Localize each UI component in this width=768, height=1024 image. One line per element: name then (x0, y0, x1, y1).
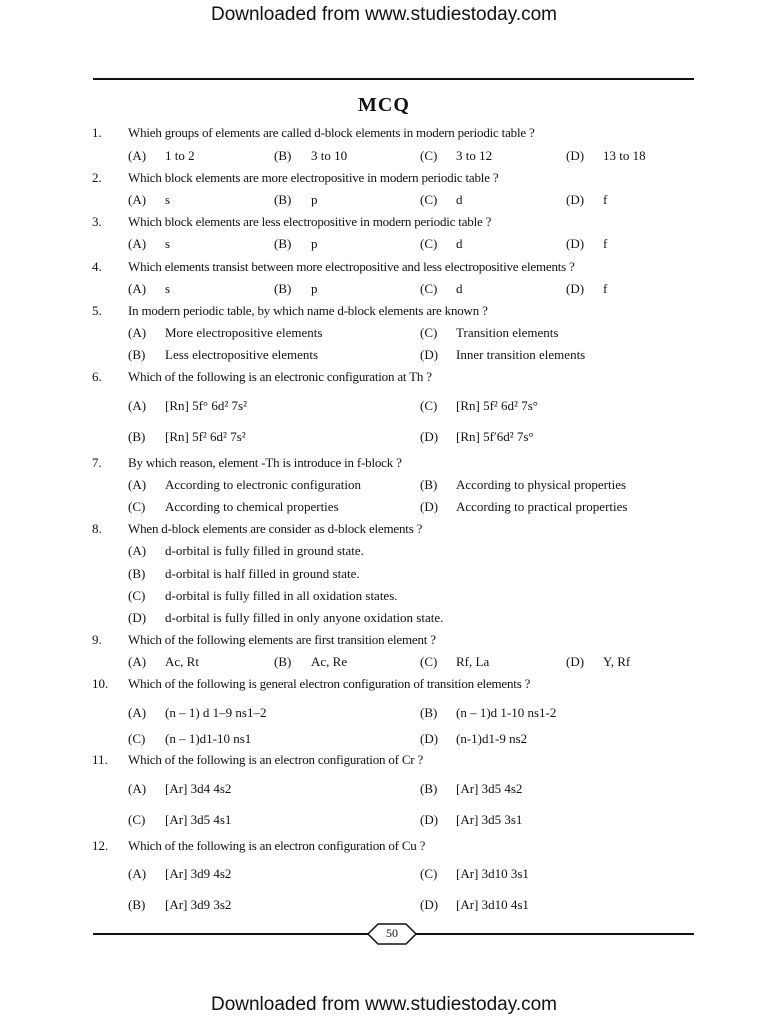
footer-watermark: Downloaded from www.studiestoday.com (210, 994, 558, 1015)
option-text: [Rn] 5f² 6d² 7s° (456, 398, 538, 413)
option-letter: (C) (128, 731, 146, 746)
option-letter: (C) (420, 398, 438, 413)
question-number: 12. (92, 838, 109, 853)
question-number: 11. (92, 752, 108, 767)
option-letter: (A) (128, 148, 147, 163)
option-text: d-orbital is fully filled in ground state. (165, 543, 364, 558)
option-letter: (B) (128, 897, 146, 912)
question-text: Whieh groups of elements are called d-block elements in modern periodic table ? (128, 125, 535, 140)
option-letter: (A) (128, 781, 147, 796)
option-text: p (311, 236, 318, 251)
option-text: [Ar] 3d10 3s1 (456, 866, 529, 881)
question-number: 5. (92, 303, 102, 318)
option-text: d (456, 281, 463, 296)
option-text: More electropositive elements (165, 325, 323, 340)
option-text: [Rn] 5f° 6d² 7s² (165, 398, 247, 413)
option-text: [Ar] 3d10 4s1 (456, 897, 529, 912)
option-text: f (603, 192, 608, 207)
option-letter: (D) (420, 812, 439, 827)
option-text: According to chemical properties (165, 499, 339, 514)
option-letter: (C) (420, 148, 438, 163)
option-letter: (D) (420, 731, 439, 746)
option-letter: (D) (420, 347, 439, 362)
option-text: Inner transition elements (456, 347, 586, 362)
question-text: Which of the following is an electron configuration of Cu ? (128, 838, 426, 853)
option-letter: (B) (274, 192, 292, 207)
option-letter: (C) (420, 236, 438, 251)
option-letter: (A) (128, 236, 147, 251)
question-number: 3. (92, 214, 102, 229)
option-text: [Rn] 5f′6d² 7s° (456, 429, 534, 444)
option-text: 3 to 10 (311, 148, 348, 163)
option-letter: (B) (128, 429, 146, 444)
option-letter: (C) (420, 192, 438, 207)
question-number: 1. (92, 125, 102, 140)
question-number: 10. (92, 676, 109, 691)
option-text: (n – 1)d1-10 ns1 (165, 731, 252, 746)
option-letter: (D) (420, 429, 439, 444)
option-letter: (A) (128, 654, 147, 669)
option-text: s (165, 192, 171, 207)
option-letter: (A) (128, 543, 147, 558)
option-letter: (D) (420, 499, 439, 514)
option-text: p (311, 192, 318, 207)
option-text: [Ar] 3d9 4s2 (165, 866, 232, 881)
option-text: d (456, 192, 463, 207)
option-letter: (B) (128, 347, 146, 362)
question-number: 4. (92, 259, 102, 274)
question-number: 6. (92, 369, 102, 384)
option-text: [Ar] 3d4 4s2 (165, 781, 232, 796)
option-text: d-orbital is half filled in ground state. (165, 566, 360, 581)
option-letter: (B) (420, 705, 438, 720)
question-number: 9. (92, 632, 102, 647)
option-text: According to physical properties (456, 477, 627, 492)
option-text: [Ar] 3d9 3s2 (165, 897, 232, 912)
option-text: Ac, Re (311, 654, 348, 669)
question-text: When d-block elements are consider as d-block elements ? (128, 521, 423, 536)
option-letter: (D) (566, 281, 585, 296)
option-text: d-orbital is fully filled in only anyone oxidation state. (165, 610, 444, 625)
option-text: Ac, Rt (165, 654, 199, 669)
question-text: In modern periodic table, by which name d-block elements are known ? (128, 303, 488, 318)
header-watermark: Downloaded from www.studiestoday.com (210, 4, 558, 25)
option-letter: (C) (420, 281, 438, 296)
option-letter: (B) (274, 236, 292, 251)
question-text: By which reason, element -Th is introduce in f-block ? (128, 455, 402, 470)
option-letter: (D) (566, 192, 585, 207)
question-text: Which of the following is general electron configuration of transition elements ? (128, 676, 531, 691)
option-text: Rf, La (456, 654, 490, 669)
option-letter: (C) (128, 812, 146, 827)
option-letter: (A) (128, 398, 147, 413)
option-letter: (D) (566, 654, 585, 669)
option-text: According to practical properties (456, 499, 628, 514)
option-letter: (A) (128, 705, 147, 720)
option-letter: (D) (128, 610, 147, 625)
option-letter: (B) (274, 281, 292, 296)
option-text: [Ar] 3d5 4s1 (165, 812, 232, 827)
question-text: Which of the following is an electronic configuration at Th ? (128, 369, 432, 384)
option-letter: (C) (420, 866, 438, 881)
option-text: f (603, 281, 608, 296)
top-rule (93, 78, 694, 80)
option-text: (n – 1) d 1–9 ns1–2 (165, 705, 267, 720)
option-letter: (A) (128, 325, 147, 340)
option-text: d-orbital is fully filled in all oxidation states. (165, 588, 398, 603)
option-letter: (A) (128, 477, 147, 492)
question-text: Which elements transist between more electropositive and less electropositive elements ? (128, 259, 575, 274)
question-number: 7. (92, 455, 102, 470)
option-letter: (D) (420, 897, 439, 912)
question-text: Which block elements are less electropositive in modern periodic table ? (128, 214, 492, 229)
option-letter: (B) (274, 148, 292, 163)
option-letter: (C) (420, 654, 438, 669)
option-text: 13 to 18 (603, 148, 646, 163)
option-letter: (A) (128, 281, 147, 296)
option-letter: (B) (128, 566, 146, 581)
option-letter: (C) (128, 499, 146, 514)
option-letter: (A) (128, 866, 147, 881)
option-text: f (603, 236, 608, 251)
option-letter: (A) (128, 192, 147, 207)
option-text: p (311, 281, 318, 296)
option-text: s (165, 281, 171, 296)
page-number-badge (366, 922, 418, 946)
option-text: 1 to 2 (165, 148, 195, 163)
option-text: [Rn] 5f² 6d² 7s² (165, 429, 246, 444)
question-text: Which block elements are more electropositive in modern periodic table ? (128, 170, 499, 185)
option-letter: (C) (420, 325, 438, 340)
question-text: Which of the following is an electron configuration of Cr ? (128, 752, 424, 767)
option-text: [Ar] 3d5 4s2 (456, 781, 523, 796)
question-number: 8. (92, 521, 102, 536)
option-text: (n – 1)d 1-10 ns1-2 (456, 705, 557, 720)
option-letter: (C) (128, 588, 146, 603)
option-letter: (B) (274, 654, 292, 669)
option-text: (n-1)d1-9 ns2 (456, 731, 528, 746)
question-number: 2. (92, 170, 102, 185)
page-number: 50 (386, 926, 398, 940)
option-letter: (B) (420, 477, 438, 492)
option-text: [Ar] 3d5 3s1 (456, 812, 523, 827)
option-text: Less electropositive elements (165, 347, 319, 362)
option-letter: (D) (566, 148, 585, 163)
option-text: Y, Rf (603, 654, 631, 669)
option-text: According to electronic configuration (165, 477, 362, 492)
option-letter: (B) (420, 781, 438, 796)
option-letter: (D) (566, 236, 585, 251)
option-text: Transition elements (456, 325, 559, 340)
option-text: s (165, 236, 171, 251)
option-text: d (456, 236, 463, 251)
page-title: MCQ (358, 94, 410, 116)
question-text: Which of the following elements are first transition element ? (128, 632, 436, 647)
option-text: 3 to 12 (456, 148, 493, 163)
